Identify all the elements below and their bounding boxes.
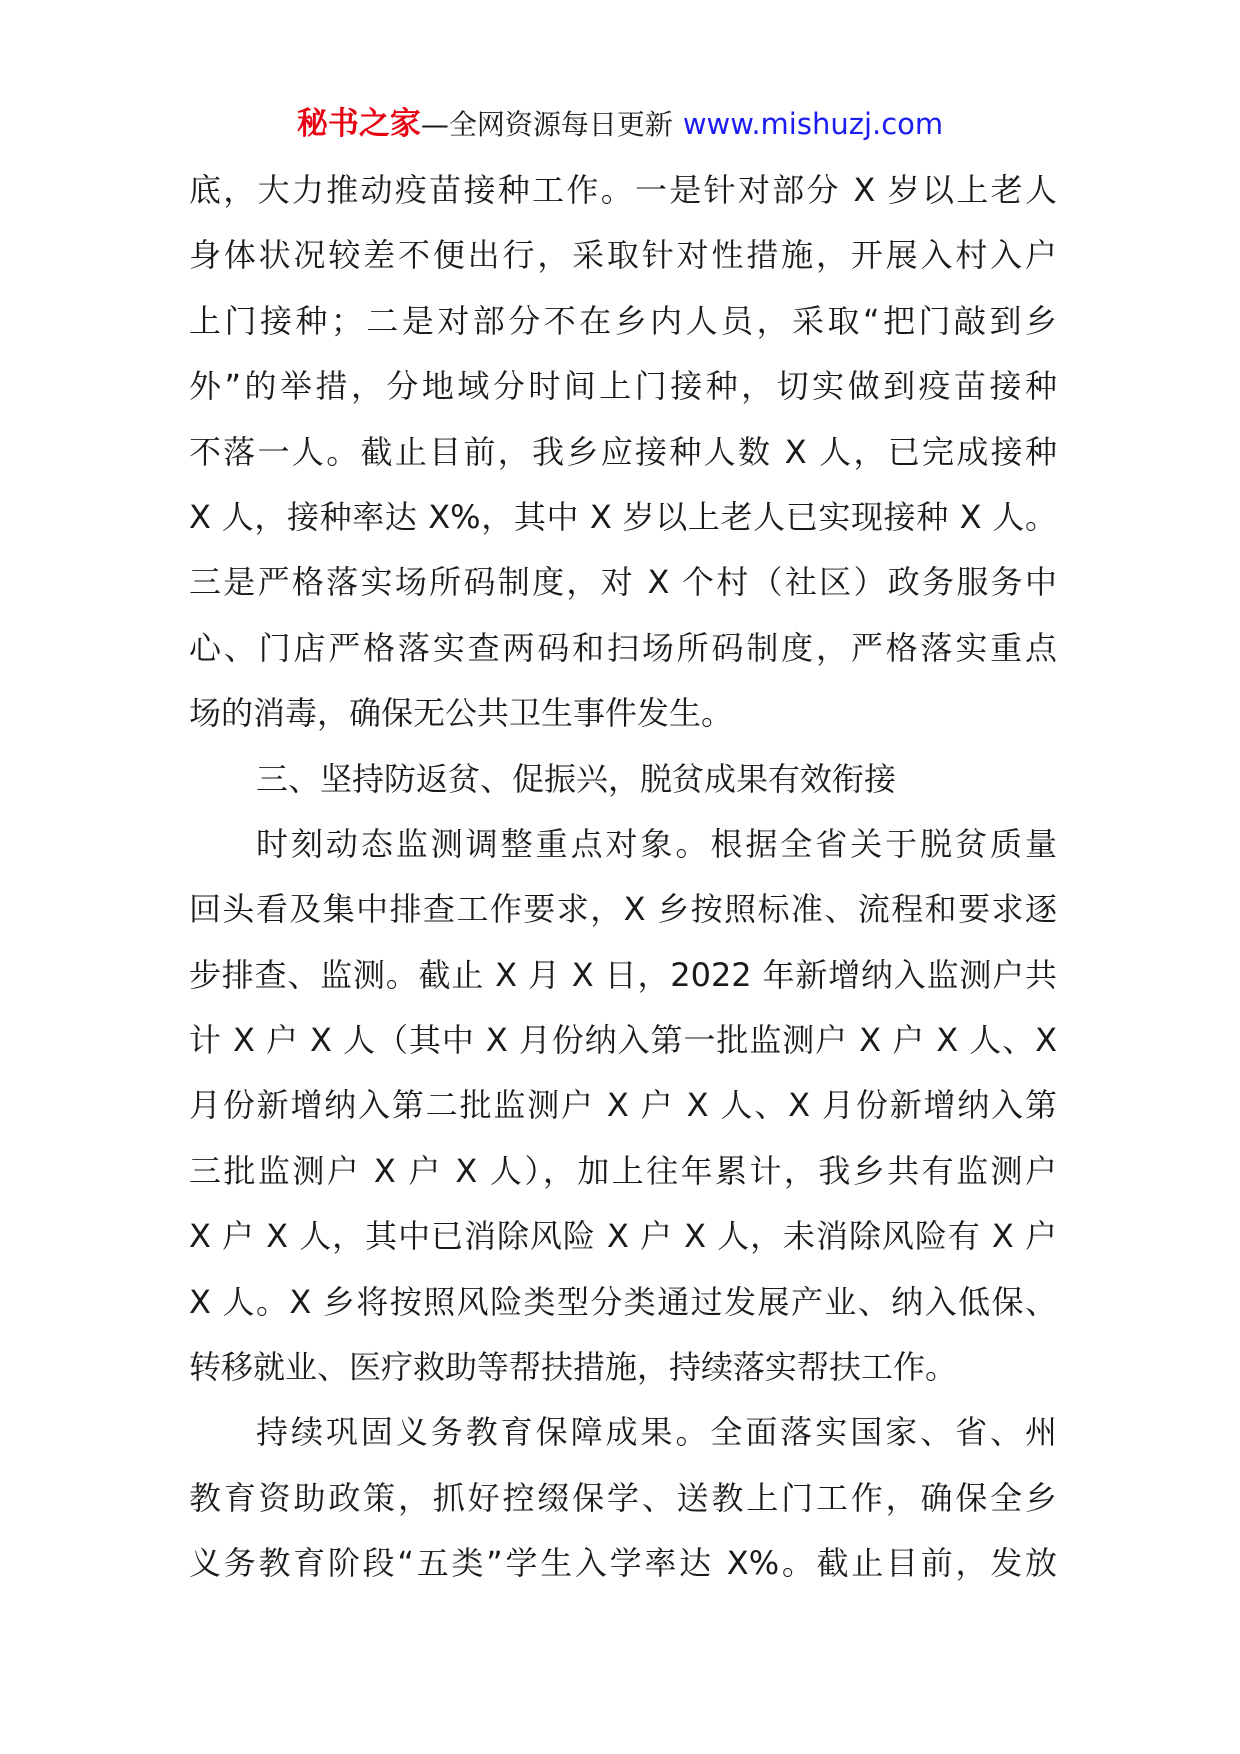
text-line: 底，大力推动疫苗接种工作。一是针对部分 X 岁以上老人 xyxy=(189,171,1057,209)
text-line: 计 X 户 X 人（其中 X 月份纳入第一批监测户 X 户 X 人、X xyxy=(189,1021,1057,1060)
site-header xyxy=(0,102,1240,151)
header-tagline: —全网资源每日更新 xyxy=(420,108,673,141)
text-line: 身体状况较差不便出行，采取针对性措施，开展入村入户 xyxy=(189,236,1057,275)
text-line: 场的消毒，确保无公共卫生事件发生。 xyxy=(189,694,734,733)
paragraph xyxy=(189,158,1057,747)
text-line: 持续巩固义务教育保障成果。全面落实国家、省、州 xyxy=(256,1413,1057,1452)
text-line: 转移就业、医疗救助等帮扶措施，持续落实帮扶工作。 xyxy=(189,1348,958,1387)
text-line: X 人。X 乡将按照风险类型分类通过发展产业、纳入低保、 xyxy=(189,1282,1057,1321)
document-body xyxy=(189,158,1057,1597)
text-line: 不落一人。截止目前，我乡应接种人数 X 人，已完成接种 xyxy=(189,432,1057,471)
text-line: 三是严格落实场所码制度，对 X 个村（社区）政务服务中 xyxy=(189,563,1057,602)
text-line: X 人，接种率达 X%，其中 X 岁以上老人已实现接种 X 人。 xyxy=(189,497,1057,536)
text-line: 上门接种；二是对部分不在乡内人员，采取“把门敲到乡 xyxy=(189,301,1057,340)
text-line: 时刻动态监测调整重点对象。根据全省关于脱贫质量 xyxy=(256,824,1057,863)
heading-text: 三、坚持防返贫、促振兴，脱贫成果有效衔接 xyxy=(256,759,897,798)
text-line: X 户 X 人，其中已消除风险 X 户 X 人，未消除风险有 X 户 xyxy=(189,1217,1057,1256)
text-line: 心、门店严格落实查两码和扫场所码制度，严格落实重点 xyxy=(189,628,1057,667)
section-heading xyxy=(189,747,1057,812)
paragraph xyxy=(189,1400,1057,1596)
text-line: 教育资助政策，抓好控缀保学、送教上门工作，确保全乡 xyxy=(189,1478,1057,1517)
text-line: 义务教育阶段“五类”学生入学率达 X%。截止目前，发放 xyxy=(189,1544,1057,1583)
paragraph xyxy=(189,812,1057,1401)
text-line: 三批监测户 X 户 X 人），加上往年累计，我乡共有监测户 xyxy=(189,1151,1057,1190)
site-url-link[interactable]: www.mishuzj.com xyxy=(682,107,944,141)
text-line: 步排查、监测。截止 X 月 X 日，2022 年新增纳入监测户共 xyxy=(189,955,1057,994)
text-line: 月份新增纳入第二批监测户 X 户 X 人、X 月份新增纳入第 xyxy=(189,1086,1057,1125)
text-line: 回头看及集中排查工作要求，X 乡按照标准、流程和要求逐 xyxy=(189,890,1057,929)
text-line: 外”的举措，分地域分时间上门接种，切实做到疫苗接种 xyxy=(189,367,1057,406)
brand-name: 秘书之家 xyxy=(296,106,421,142)
